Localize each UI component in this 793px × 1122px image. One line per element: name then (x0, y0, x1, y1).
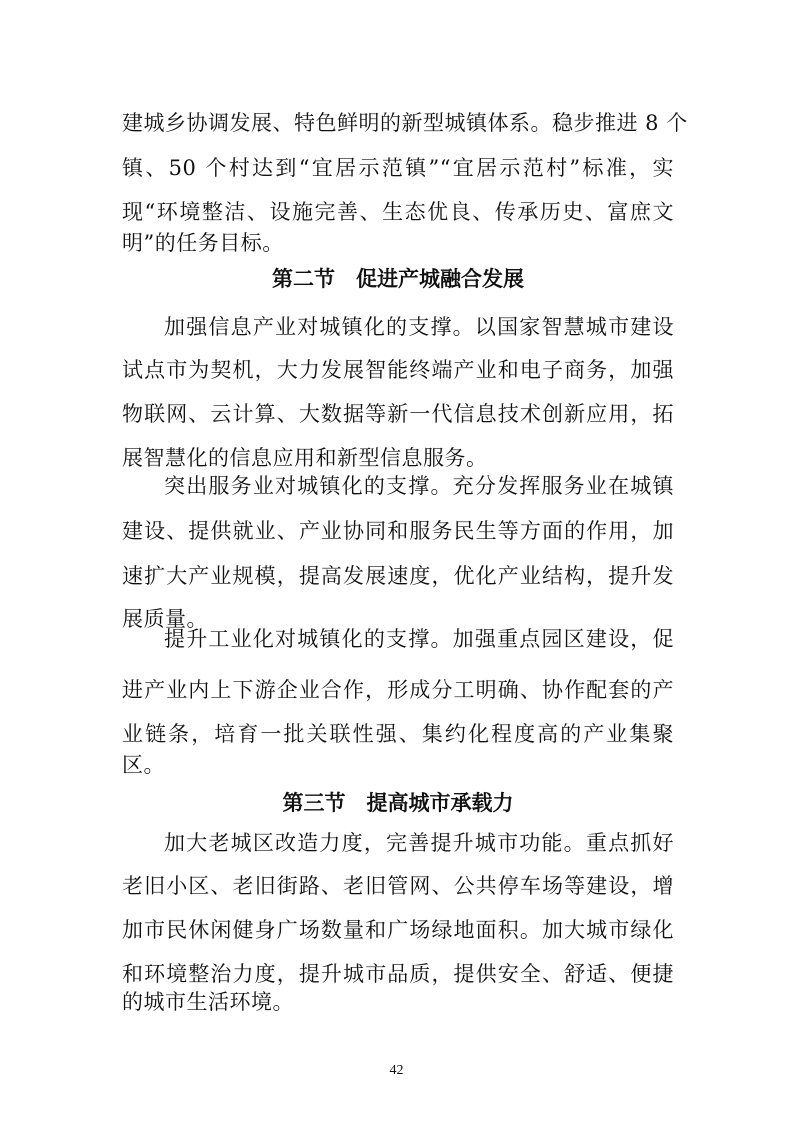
paragraph-line: 加大老城区改造力度，完善提升城市功能。重点抓好 (164, 831, 674, 855)
paragraph-line: 突出服务业对城镇化的支撑。充分发挥服务业在城镇 (164, 474, 674, 498)
page-number: 42 (389, 1063, 404, 1078)
paragraph-line: 展质量。 (122, 607, 208, 631)
section-heading: 第二节 促进产城融合发展 (272, 267, 524, 291)
paragraph-line: 建城乡协调发展、特色鲜明的新型城镇体系。稳步推进 8 个 (122, 111, 688, 135)
paragraph-line: 区。 (122, 753, 165, 777)
paragraph-line: 展智慧化的信息应用和新型信息服务。 (122, 446, 488, 470)
paragraph-line: 业链条，培育一批关联性强、集约化程度高的产业集聚 (122, 722, 674, 746)
paragraph-line: 的城市生活环境。 (122, 990, 294, 1014)
paragraph-line: 建设、提供就业、产业协同和服务民生等方面的作用，加 (122, 519, 674, 543)
paragraph-line: 试点市为契机，大力发展智能终端产业和电子商务，加强 (122, 358, 674, 382)
section-heading: 第三节 提高城市承载力 (282, 791, 514, 815)
paragraph-line: 现“环境整洁、设施完善、生态优良、传承历史、富庶文 (122, 200, 674, 224)
paragraph-line: 老旧小区、老旧街路、老旧管网、公共停车场等建设，增 (122, 874, 674, 898)
paragraph-line: 速扩大产业规模，提高发展速度，优化产业结构，提升发 (122, 564, 674, 588)
paragraph-line: 加市民休闲健身广场数量和广场绿地面积。加大城市绿化 (122, 918, 674, 942)
paragraph-line: 进产业内上下游企业合作，形成分工明确、协作配套的产 (122, 678, 674, 702)
paragraph-line: 和环境整治力度，提升城市品质，提供安全、舒适、便捷 (122, 962, 674, 986)
paragraph-line: 加强信息产业对城镇化的支撑。以国家智慧城市建设 (164, 315, 674, 339)
paragraph-line: 镇、50 个村达到“宜居示范镇”“宜居示范村”标准，实 (122, 156, 674, 180)
paragraph-line: 物联网、云计算、大数据等新一代信息技术创新应用，拓 (122, 402, 674, 426)
paragraph-line: 提升工业化对城镇化的支撑。加强重点园区建设，促 (164, 627, 674, 651)
paragraph-line: 明”的任务目标。 (122, 231, 284, 255)
